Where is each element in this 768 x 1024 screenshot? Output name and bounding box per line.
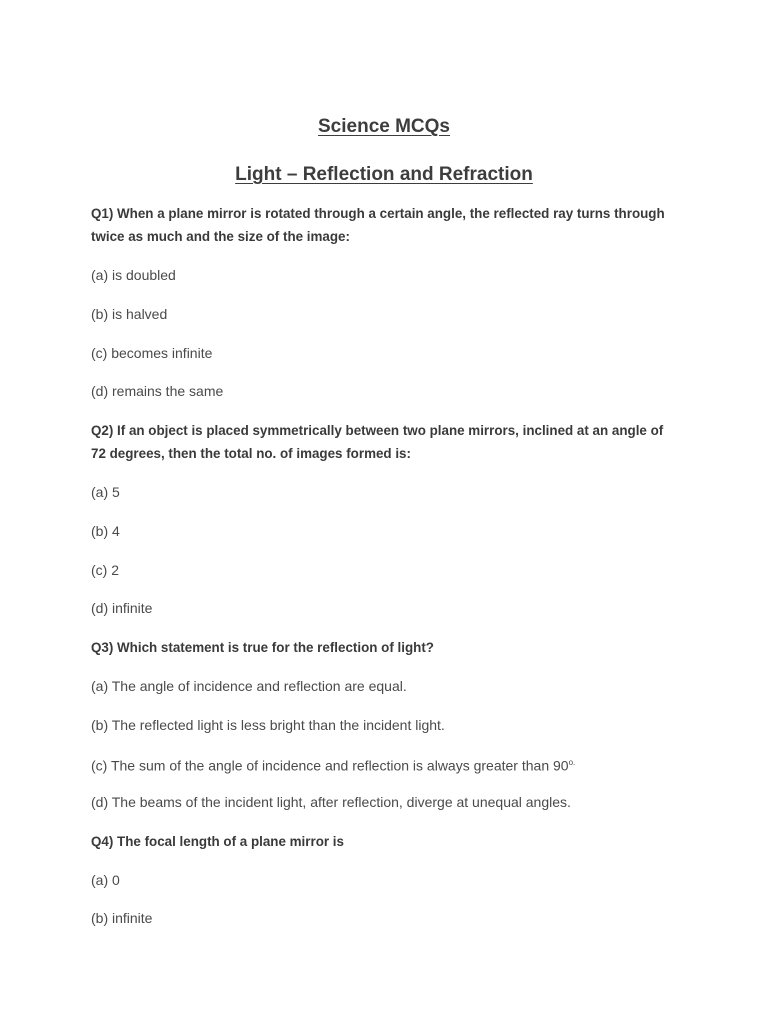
question-4-option-a: (a) 0 <box>91 872 120 888</box>
question-1: Q1) When a plane mirror is rotated through a certain angle, the reflected ray turns through twice as much and the size of the image: <box>91 206 665 244</box>
question-2-option-a: (a) 5 <box>91 484 120 500</box>
question-2-option-d: (d) infinite <box>91 600 153 616</box>
question-3-option-b: (b) The reflected light is less bright than the incident light. <box>91 717 445 733</box>
question-1-option-b: (b) is halved <box>91 306 168 322</box>
question-4-option-b: (b) infinite <box>91 910 153 926</box>
question-1-option-a: (a) is doubled <box>91 267 176 283</box>
page-title: Science MCQs <box>318 116 450 137</box>
question-2: Q2) If an object is placed symmetrically between two plane mirrors, inclined at an angle of 72 degrees, then the total no. of images formed is: <box>91 423 664 461</box>
question-1-option-c: (c) becomes infinite <box>91 345 213 361</box>
question-4: Q4) The focal length of a plane mirror is <box>91 834 344 849</box>
question-3-option-a: (a) The angle of incidence and reflection are equal. <box>91 678 407 694</box>
question-2-option-b: (b) 4 <box>91 523 120 539</box>
degree-symbol: o. <box>568 758 576 767</box>
question-1-option-d: (d) remains the same <box>91 383 224 399</box>
question-3: Q3) Which statement is true for the reflection of light? <box>91 640 434 655</box>
question-2-option-c: (c) 2 <box>91 562 119 578</box>
page-subtitle: Light – Reflection and Refraction <box>235 164 533 185</box>
question-3-option-d: (d) The beams of the incident light, after reflection, diverge at unequal angles. <box>91 794 571 810</box>
question-3-option-c <box>91 754 691 775</box>
question-3-option-c-text: (c) The sum of the angle of incidence and reflection is always greater than 90 <box>91 757 569 774</box>
